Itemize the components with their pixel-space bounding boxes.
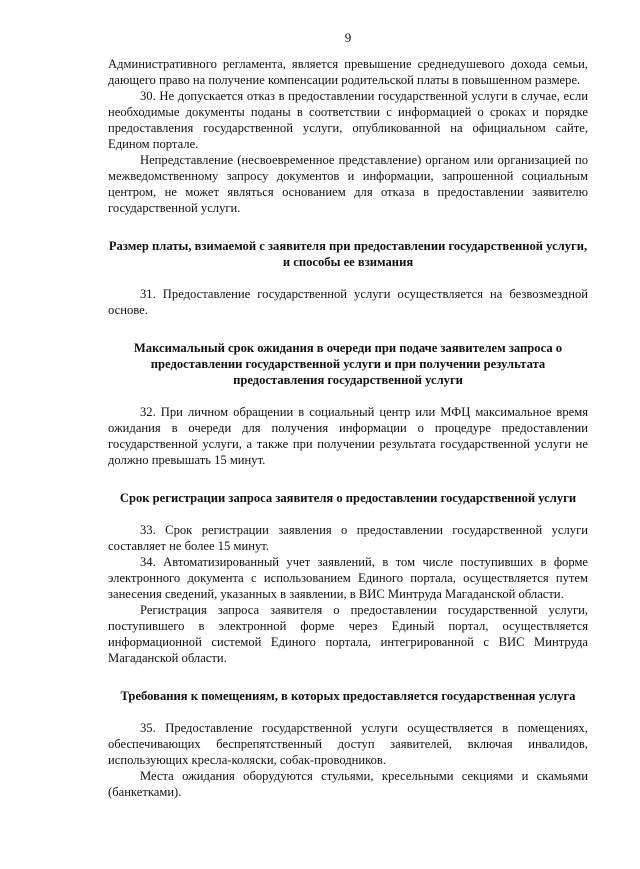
- paragraph-34: 34. Автоматизированный учет заявлений, в том числе поступивших в форме электронного документа с использованием Единого портала, осуществляется путем занесения сведений, указанных в заявлении, в ВИС Минтруда Магаданской области.: [108, 555, 588, 601]
- heading-queue-time: Максимальный срок ожидания в очереди при подаче заявителем запроса о предоставлении государственной услуги и при получении результата предоставления государственной услуги: [133, 341, 563, 387]
- paragraph-31: 31. Предоставление государственной услуги осуществляется на безвозмездной основе.: [108, 287, 588, 317]
- paragraph-regulation-continuation: Административного регламента, является превышение среднедушевого дохода семьи, дающего право на получение компенсации родительской платы в повышенном размере.: [108, 57, 588, 87]
- paragraph-registration: Регистрация запроса заявителя о предоставлении государственной услуги, поступившего в электронной форме через Единый портал, осуществляется информационной системой Единого портала, интегрированной с ВИС Минтруда Магаданской области.: [108, 603, 588, 665]
- page-number: 9: [344, 30, 352, 45]
- paragraph-35: 35. Предоставление государственной услуги осуществляется в помещениях, обеспечивающих беспрепятственный доступ заявителей, включая инвалидов, использующих кресла-коляски, собак-проводников.: [108, 721, 588, 767]
- paragraph-33: 33. Срок регистрации заявления о предоставлении государственной услуги составляет не более 15 минут.: [108, 523, 588, 553]
- paragraph-32: 32. При личном обращении в социальный центр или МФЦ максимальное время ожидания в очереди для получения информации о процедуре предоставлении государственной услуги, а также при получении результата государственной услуги не должно превышать 15 минут.: [108, 405, 588, 467]
- heading-premises: Требования к помещениям, в которых предоставляется государственная услуга: [120, 689, 576, 703]
- paragraph-non-submission: Непредставление (несвоевременное представление) органом или организацией по межведомственному запросу документов и информации, запрошенной социальным центром, не может являться основанием для отказа в предоставлении заявителю государственной услуги.: [108, 153, 588, 215]
- paragraph-30: 30. Не допускается отказ в предоставлении государственной услуги в случае, если необходимые документы поданы в соответствии с информацией о сроках и порядке предоставления государственной услуги, опубликованной на официальном сайте, Едином портале.: [108, 89, 588, 151]
- heading-fee: Размер платы, взимаемой с заявителя при предоставлении государственной услуги, и способы ее взимания: [108, 239, 588, 269]
- heading-registration-term: Срок регистрации запроса заявителя о предоставлении государственной услуги: [119, 491, 577, 505]
- paragraph-waiting-places: Места ожидания оборудуются стульями, кресельными секциями и скамьями (банкетками).: [108, 769, 588, 799]
